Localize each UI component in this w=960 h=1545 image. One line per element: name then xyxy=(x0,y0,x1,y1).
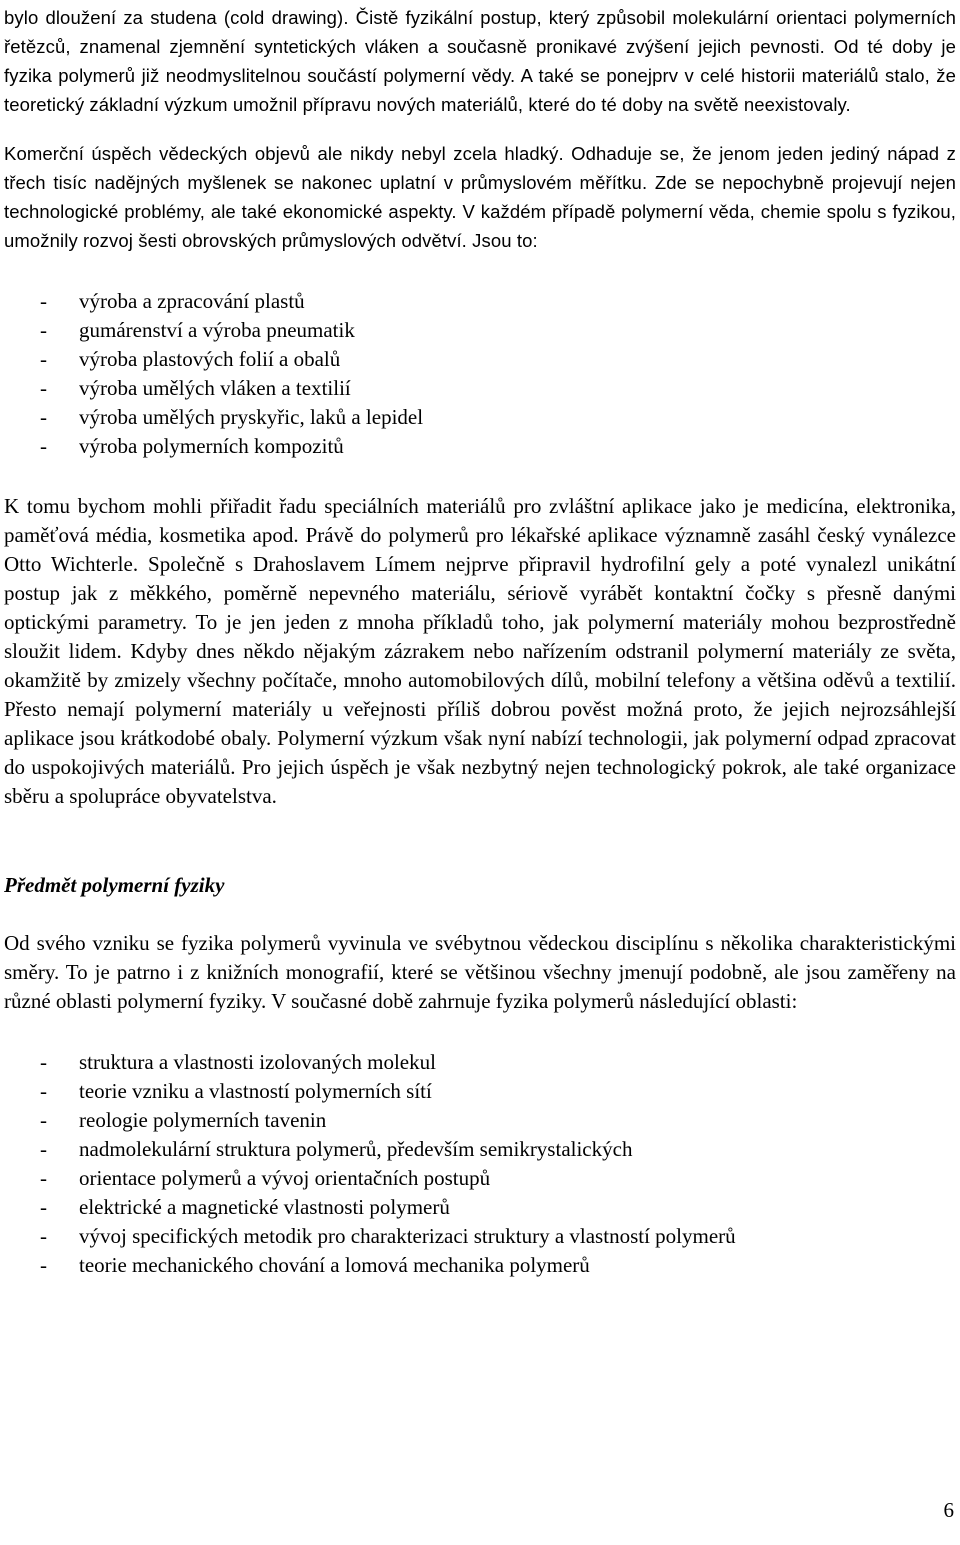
list-dash: - xyxy=(40,1253,47,1277)
page-number: 6 xyxy=(943,1498,954,1522)
list-item xyxy=(4,287,956,316)
list-item-text: výroba umělých pryskyřic, laků a lepidel xyxy=(79,405,424,429)
list-item xyxy=(4,316,956,345)
applications-paragraph: K tomu bychom mohli přiřadit řadu speciálních materiálů pro zvláštní aplikace jako je medicína, elektronika, paměťová média, kosmetika apod. Právě do polymerů pro lékařské aplikace významně zasáhl český vynálezce Otto Wichterle. Společně s Drahoslavem Límem nejprve připravil hydrofilní gely a poté vynalezl unikátní postup jak z měkkého, poměrně nepevného materiálu, sériově vyrábět kontaktní čočky s přesně danými optickými parametry. To je jen jeden z mnoha příkladů toho, jak polymerní materiály mohou bezprostředně sloužit lidem. Kdyby dnes někdo nějakým zázrakem nebo nařízením odstranil polymerní materiály ze světa, okamžitě by zmizely všechny počítače, mnoho automobilových dílů, mobilní telefony a většina oděvů a textilií. Přesto nemají polymerní materiály u veřejnosti příliš dobrou pověst možná proto, že jejich nejrozsáhlejší aplikace jsou krátkodobé obaly. Polymerní výzkum však nyní nabízí technologii, jak polymerní odpad zpracovat do uspokojivých materiálů. Pro jejich úspěch je však nezbytný nejen technologický pokrok, ale také organizace sběru a spolupráce obyvatelstva. xyxy=(4,494,956,808)
list-dash: - xyxy=(40,1195,47,1219)
list-item-text: výroba plastových folií a obalů xyxy=(79,347,341,371)
list-item xyxy=(4,1222,956,1251)
list-dash: - xyxy=(40,1166,47,1190)
list-item xyxy=(4,1106,956,1135)
list-item xyxy=(4,403,956,432)
list-item-text: nadmolekulární struktura polymerů, především semikrystalických xyxy=(79,1137,633,1161)
list-dash: - xyxy=(40,1050,47,1074)
list-dash: - xyxy=(40,1108,47,1132)
list-item-text: elektrické a magnetické vlastnosti polymerů xyxy=(79,1195,450,1219)
commercial-paragraph: Komerční úspěch vědeckých objevů ale nikdy nebyl zcela hladký. Odhaduje se, že jenom jeden jediný nápad z třech tisíc nadějných myšlenek se nakonec uplatní v průmyslovém měřítku. Zde se nepochybně projevují nejen technologické problémy, ale také ekonomické aspekty. V každém případě polymerní věda, chemie spolu s fyzikou, umožnily rozvoj šesti obrovských průmyslových odvětví. Jsou to: xyxy=(4,143,956,251)
list-item-text: vývoj specifických metodik pro charakterizaci struktury a vlastností polymerů xyxy=(79,1224,736,1248)
list-item xyxy=(4,374,956,403)
list-dash: - xyxy=(40,1079,47,1103)
list-item-text: reologie polymerních tavenin xyxy=(79,1108,327,1132)
list-dash: - xyxy=(40,1137,47,1161)
list-dash: - xyxy=(40,289,47,313)
list-item-text: gumárenství a výroba pneumatik xyxy=(79,318,355,342)
list-dash: - xyxy=(40,347,47,371)
list-item xyxy=(4,1251,956,1280)
list-item xyxy=(4,1164,956,1193)
list-item xyxy=(4,1135,956,1164)
list-dash: - xyxy=(40,405,47,429)
list-item xyxy=(4,1193,956,1222)
list-dash: - xyxy=(40,376,47,400)
list-item-text: teorie mechanického chování a lomová mechanika polymerů xyxy=(79,1253,590,1277)
list-dash: - xyxy=(40,1224,47,1248)
list-item xyxy=(4,345,956,374)
areas-list xyxy=(4,1048,956,1280)
list-item xyxy=(4,1048,956,1077)
subject-intro-paragraph: Od svého vzniku se fyzika polymerů vyvinula ve svébytnou vědeckou disciplínu s několika charakteristickými směry. To je patrno i z knižních monografií, které se většinou všechny jmenují podobně, ale jsou zaměřeny na různé oblasti polymerní fyziky. V současné době zahrnuje fyzika polymerů následující oblasti: xyxy=(4,931,956,1013)
list-item-text: orientace polymerů a vývoj orientačních postupů xyxy=(79,1166,491,1190)
list-item-text: struktura a vlastnosti izolovaných molekul xyxy=(79,1050,436,1074)
list-item-text: výroba umělých vláken a textilií xyxy=(79,376,351,400)
document-page xyxy=(4,0,956,1280)
list-item xyxy=(4,432,956,461)
list-item xyxy=(4,1077,956,1106)
list-item-text: teorie vzniku a vlastností polymerních sítí xyxy=(79,1079,432,1103)
intro-paragraph: bylo dloužení za studena (cold drawing). Čistě fyzikální postup, který způsobil molekulární orientaci polymerních řetězců, znamenal zjemnění syntetických vláken a současně pronikavé zvýšení jejich pevnosti. Od té doby je fyzika polymerů již neodmyslitelnou součástí polymerní vědy. A také se ponejprv v celé historii materiálů stalo, že teoretický základní výzkum umožnil přípravu nových materiálů, které do té doby na světě neexistovaly. xyxy=(4,7,956,115)
list-dash: - xyxy=(40,434,47,458)
list-item-text: výroba polymerních kompozitů xyxy=(79,434,344,458)
industries-list xyxy=(4,287,956,461)
list-item-text: výroba a zpracování plastů xyxy=(79,289,305,313)
section-heading: Předmět polymerní fyziky xyxy=(4,873,225,897)
list-dash: - xyxy=(40,318,47,342)
